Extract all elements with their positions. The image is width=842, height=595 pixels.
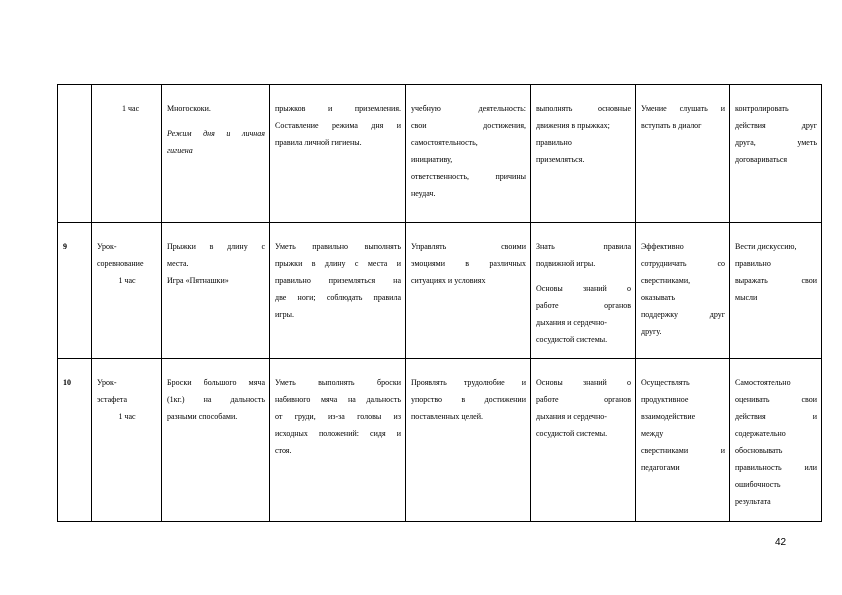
cell-line: Проявлять трудолюбие и <box>411 378 526 387</box>
cell-line: (1кг.) на дальность <box>167 395 265 404</box>
cell-line: результата <box>735 497 771 506</box>
cell-line: выполнять основные <box>536 104 631 113</box>
cell-line: соревнование <box>97 259 144 268</box>
cell-line: места. <box>167 259 189 268</box>
cell-line: эмоциями в различных <box>411 259 526 268</box>
cell-line: Эффективно <box>641 242 684 251</box>
cell-line: Игра «Пятнашки» <box>167 276 229 285</box>
cell-line: ошибочность <box>735 480 781 489</box>
cell-line: Урок- <box>97 378 117 387</box>
cell-line: стоя. <box>275 446 292 455</box>
cell-line: обосновывать <box>735 446 783 455</box>
table-row <box>58 359 822 522</box>
cell-line: правильность или <box>735 463 817 472</box>
cell-line: работе органов <box>536 395 631 404</box>
cell-line: от груди, из-за головы из <box>275 412 401 421</box>
cell-line: прыжков и приземления. <box>275 104 401 113</box>
cell-line: другу. <box>641 327 662 336</box>
cell-line: Броски большого мяча <box>167 378 265 387</box>
cell-line: друга, уметь <box>735 138 817 147</box>
cell-line: Режим дня и личная <box>167 129 265 138</box>
cell-line: сверстниками и <box>641 446 725 455</box>
lesson-content-cell <box>162 359 270 522</box>
cell-line: сосудистой системы. <box>536 335 608 344</box>
table-row <box>58 223 822 359</box>
cell-line: движения в прыжках; <box>536 121 610 130</box>
cell-line: Вести дискуссию, <box>735 242 797 251</box>
cell-line: Составление режима дня и <box>275 121 401 130</box>
cell-line: договариваться <box>735 155 788 164</box>
cell-line: Уметь правильно выполнять <box>275 242 401 251</box>
lesson-content-cell <box>162 85 270 223</box>
lesson-type-cell <box>92 85 162 223</box>
subject-results-cell <box>270 359 406 522</box>
personal-results-cell <box>406 359 531 522</box>
cell-line: инициативу, <box>411 155 453 164</box>
cell-line: Урок- <box>97 242 117 251</box>
communicative-results-cell <box>636 359 730 522</box>
cell-line: Знать правила <box>536 242 631 251</box>
cell-line: вступать в диалог <box>641 121 702 130</box>
cell-line: Основы знаний о <box>536 378 631 387</box>
cell-line: правила личной гигиены. <box>275 138 362 147</box>
cell-line: работе органов <box>536 301 631 310</box>
cell-line: дыхания и сердечно- <box>536 412 607 421</box>
subject-results-cell <box>270 85 406 223</box>
regulative-results-cell <box>730 223 822 359</box>
cell-line: дыхания и сердечно- <box>536 318 607 327</box>
cell-line: между <box>641 429 664 438</box>
lesson-number-cell <box>58 85 92 223</box>
cognitive-results-cell <box>531 359 636 522</box>
regulative-results-cell <box>730 85 822 223</box>
cell-line: Уметь выполнять броски <box>275 378 401 387</box>
personal-results-cell <box>406 223 531 359</box>
cell-line: игры. <box>275 310 294 319</box>
cell-line: исходных положений: сидя и <box>275 429 401 438</box>
lesson-number-cell: 10 <box>58 359 92 522</box>
cell-line: Основы знаний о <box>536 284 631 293</box>
cell-line: ответственность, причины <box>411 172 526 181</box>
cell-line: 1 час <box>118 276 136 285</box>
page-number: 42 <box>775 537 787 548</box>
cell-line: неудач. <box>411 189 436 198</box>
cell-line: Осуществлять <box>641 378 690 387</box>
cell-line: действия и <box>735 412 817 421</box>
cell-line: оценивать свои <box>735 395 817 404</box>
communicative-results-cell <box>636 223 730 359</box>
cell-line: Прыжки в длину с <box>167 242 265 251</box>
cell-line: набивного мяча на дальность <box>275 395 401 404</box>
cell-line: 1 час <box>122 104 140 113</box>
personal-results-cell <box>406 85 531 223</box>
cell-line: педагогами <box>641 463 680 472</box>
cell-line: поддержку друг <box>641 310 725 319</box>
cell-line: правильно приземляться на <box>275 276 401 285</box>
regulative-results-cell <box>730 359 822 522</box>
lesson-content-cell <box>162 223 270 359</box>
cell-line: взаимодействие <box>641 412 696 421</box>
subject-results-cell <box>270 223 406 359</box>
lesson-number-cell: 9 <box>58 223 92 359</box>
cell-line: учебную деятельность: <box>411 104 526 113</box>
cell-line: 1 час <box>118 412 136 421</box>
cell-line: сосудистой системы. <box>536 429 608 438</box>
lesson-plan-table <box>57 84 822 522</box>
cell-line: содержательно <box>735 429 786 438</box>
cell-line: правильно <box>735 259 771 268</box>
cell-line: Умение слушать и <box>641 104 725 113</box>
cell-line: продуктивное <box>641 395 689 404</box>
cell-line: действия друг <box>735 121 817 130</box>
cell-line: подвижной игры. <box>536 259 596 268</box>
cell-line: мысли <box>735 293 758 302</box>
cell-line: разными способами. <box>167 412 238 421</box>
cognitive-results-cell <box>531 223 636 359</box>
cell-line: гигиена <box>167 146 193 155</box>
cell-line: выражать свои <box>735 276 817 285</box>
table-row <box>58 85 822 223</box>
cell-line: Управлять своими <box>411 242 526 251</box>
lesson-type-cell <box>92 359 162 522</box>
cell-line: эстафета <box>97 395 128 404</box>
cognitive-results-cell <box>531 85 636 223</box>
cell-line: приземляться. <box>536 155 585 164</box>
cell-line: прыжки в длину с места и <box>275 259 401 268</box>
cell-line: правильно <box>536 138 572 147</box>
cell-line: свои достижения, <box>411 121 526 130</box>
lesson-type-cell <box>92 223 162 359</box>
cell-line: упорство в достижении <box>411 395 526 404</box>
cell-line: оказывать <box>641 293 676 302</box>
cell-line: контролировать <box>735 104 789 113</box>
cell-line: поставленных целей. <box>411 412 483 421</box>
cell-line: две ноги; соблюдать правила <box>275 293 401 302</box>
cell-line: самостоятельность, <box>411 138 478 147</box>
cell-line: ситуациях и условиях <box>411 276 486 285</box>
communicative-results-cell <box>636 85 730 223</box>
cell-line: сверстниками, <box>641 276 691 285</box>
cell-line: Самостоятельно <box>735 378 791 387</box>
cell-line: сотрудничать со <box>641 259 725 268</box>
cell-line: Многоскоки. <box>167 104 211 113</box>
